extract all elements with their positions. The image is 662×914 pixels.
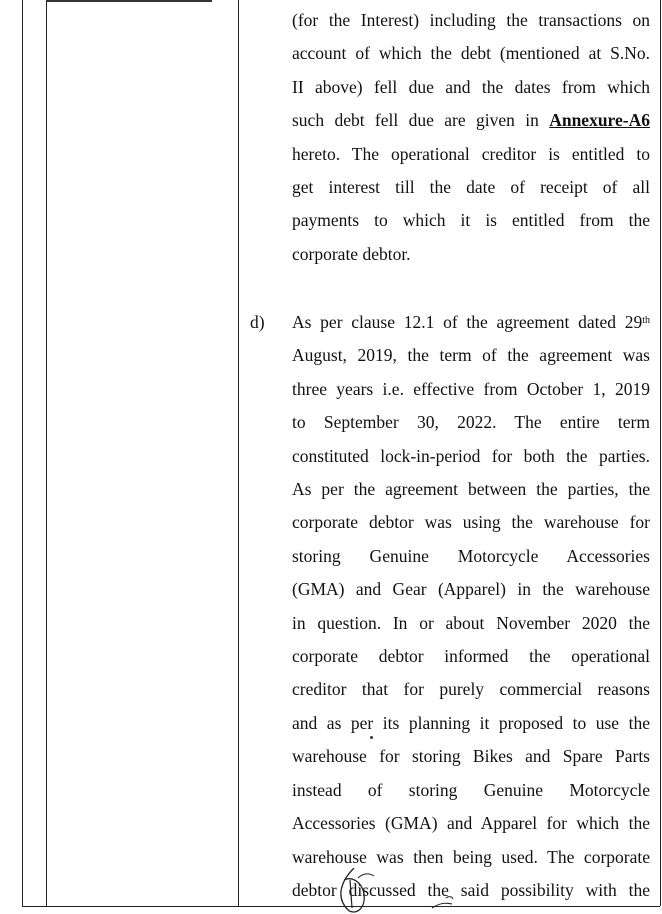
text-fragment: such debt fell due are given in [292, 110, 550, 131]
text-line [292, 306, 650, 339]
paragraph-d [292, 306, 650, 907]
text-line: and as per its planning it proposed to use the [292, 712, 650, 733]
text-line [292, 104, 650, 137]
table-column-divider-2 [238, 0, 239, 906]
text-line: corporate debtor informed the operational [292, 646, 650, 667]
text-line: hereto. The operational creditor is entitled to [292, 143, 650, 164]
text-line: August, 2019, the term of the agreement was [292, 345, 650, 366]
text-line: Accessories (GMA) and Apparel for which the [292, 813, 650, 834]
annexure-reference: Annexure-A6 [549, 110, 650, 131]
text-fragment: As per clause 12.1 of the agreement dated 29 [292, 312, 643, 332]
table-border-left [22, 0, 23, 906]
text-line: in question. In or about November 2020 the [292, 612, 650, 633]
text-line: corporate debtor was using the warehouse for [292, 512, 650, 533]
text-line: payments to which it is entitled from the [292, 210, 650, 231]
text-line: three years i.e. effective from October 1, 2019 [292, 378, 650, 399]
text-line: to September 30, 2022. The entire term [292, 412, 650, 433]
signature-mark [322, 868, 472, 914]
text-line: (for the Interest) including the transactions on [292, 10, 650, 30]
paragraph-c-continued [292, 4, 650, 271]
ink-dot [370, 736, 373, 739]
superscript: th [642, 315, 650, 326]
text-line: debtor discussed the said possibility with the [292, 879, 650, 900]
text-line: constituted lock-in-period for both the parties. [292, 445, 650, 466]
text-line: storing Genuine Motorcycle Accessories [292, 545, 650, 566]
text-line: warehouse was then being used. The corporate [292, 846, 650, 867]
table-border-right [660, 0, 661, 906]
text-line: account of which the debt (mentioned at S.No. [292, 43, 650, 64]
text-line: II above) fell due and the dates from which [292, 76, 650, 97]
text-line: creditor that for purely commercial reasons [292, 679, 650, 700]
text-line: (GMA) and Gear (Apparel) in the warehouse [292, 579, 650, 600]
text-line: As per the agreement between the parties, the [292, 479, 650, 500]
table-top-rule [46, 0, 212, 2]
text-line: get interest till the date of receipt of all [292, 177, 650, 198]
text-line: instead of storing Genuine Motorcycle [292, 779, 650, 800]
paragraph-d-marker: d) [250, 312, 265, 332]
text-line: corporate debtor. [292, 243, 411, 264]
text-line: warehouse for storing Bikes and Spare Parts [292, 746, 650, 767]
table-column-divider-1 [46, 0, 47, 906]
